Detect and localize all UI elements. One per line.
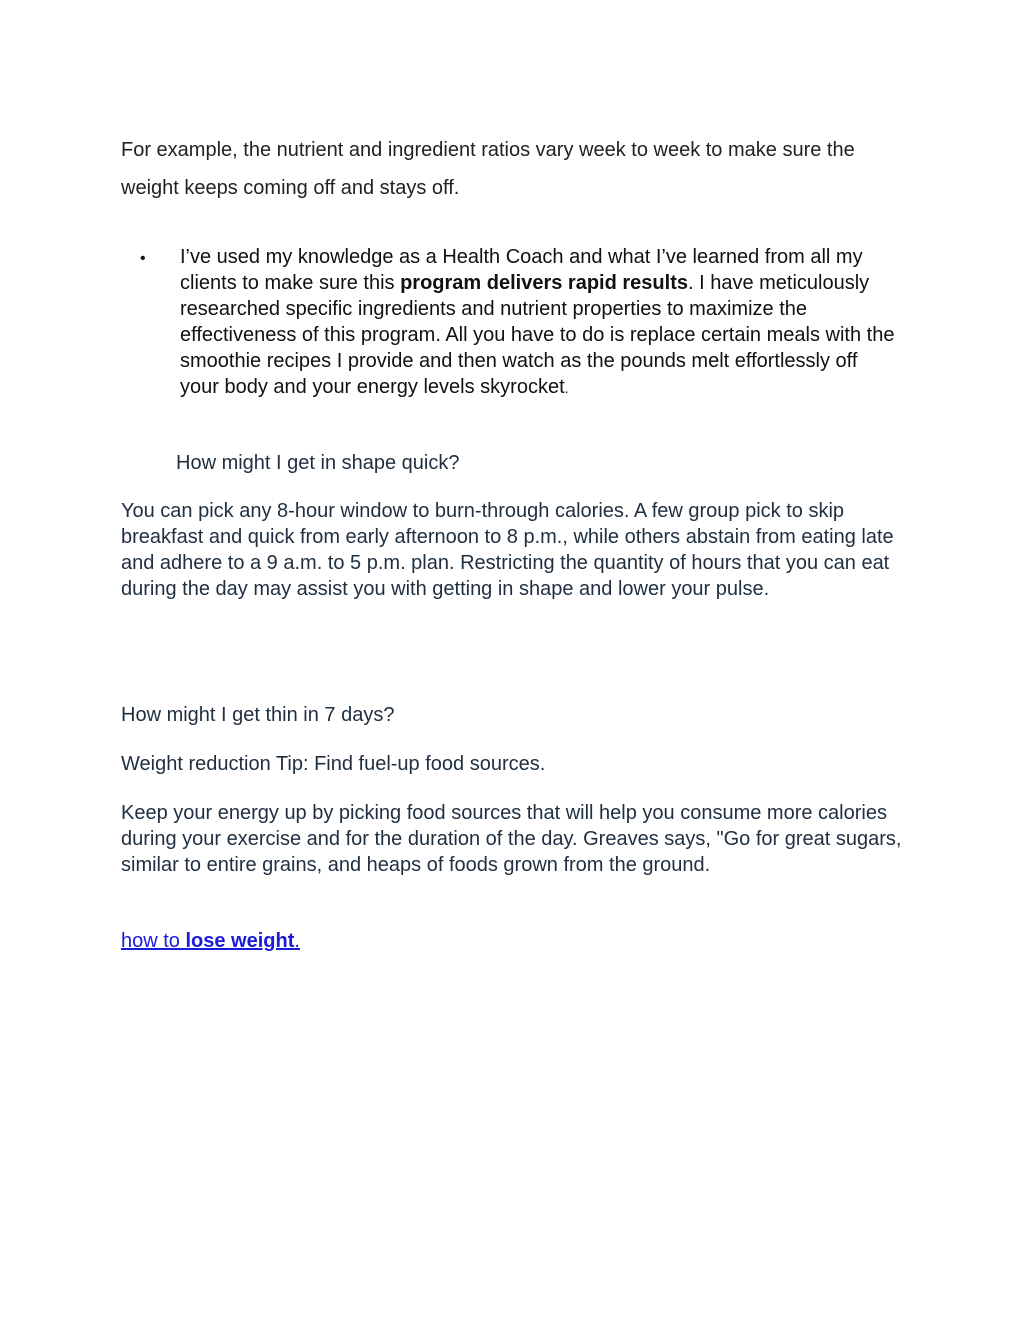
- link-bold: lose weight: [185, 930, 295, 952]
- link-suffix: .: [294, 930, 300, 952]
- answer-paragraph-1: You can pick any 8-hour window to burn-through calories. A few group pick to skip breakfast and quick from early afternoon to 8 p.m., while others abstain from eating late and adhere to a 9 a.m. to 5 p.m. plan. Restricting the quantity of hours that you can eat during the day may assist you with getting in shape and lower your pulse.: [121, 500, 894, 600]
- bullet-text-start: I’ve used my knowledge as a Health Coach and what I’ve learned from all my clients to make sure this: [180, 246, 863, 294]
- question-heading-1: How might I get in shape quick?: [176, 452, 460, 474]
- link-prefix: how to: [121, 930, 186, 952]
- bullet-text: [180, 244, 900, 401]
- lose-weight-link[interactable]: [121, 930, 300, 952]
- bullet-text-end: .: [564, 380, 569, 396]
- intro-paragraph: For example, the nutrient and ingredient ratios vary week to week to make sure the weight keeps coming off and stays off.: [121, 139, 855, 199]
- bullet-text-rest: . I have meticulously researched specific ingredients and nutrient properties to maximize the effectiveness of this program. All you have to do is replace certain meals with the smoothie recipes I provide and then watch as the pounds melt effortlessly off your body and your energy levels skyrocket: [180, 272, 895, 398]
- bullet-marker: •: [140, 250, 146, 267]
- question-heading-2: How might I get thin in 7 days?: [121, 704, 395, 726]
- link-line: [121, 928, 521, 954]
- tip-line: Weight reduction Tip: Find fuel-up food sources.: [121, 753, 546, 775]
- answer-paragraph-2: Keep your energy up by picking food sources that will help you consume more calories during your exercise and for the duration of the day. Greaves says, "Go for great sugars, similar to entire grains, and heaps of foods grown from the ground.: [121, 802, 902, 876]
- bullet-bold-phrase: program delivers rapid results: [400, 272, 688, 294]
